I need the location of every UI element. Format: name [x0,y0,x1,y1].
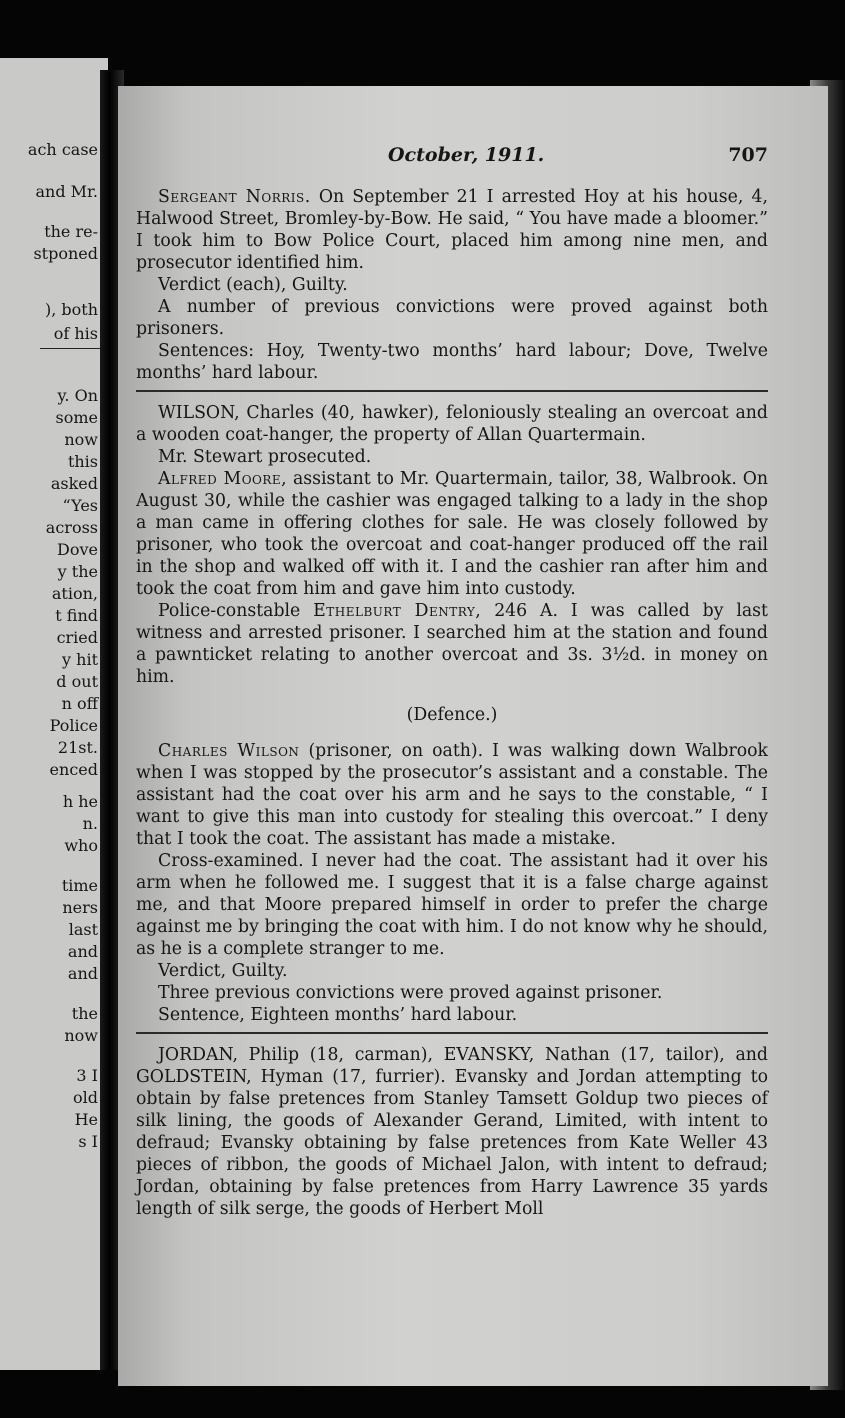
left-page-line: across [45,518,98,537]
verdict: Verdict, Guilty. [158,961,288,981]
section-divider [136,390,768,392]
left-page-line: now [64,1026,98,1045]
witness-name: Sergeant Norris. [158,187,311,207]
left-page-line: the re- [44,222,98,241]
left-page-line: time [61,876,98,895]
case-heading: WILSON, Charles (40, hawker), feloniously stealing an overcoat and a wooden coat-hanger, the property of Allan Quartermain. [136,403,768,445]
defence-heading: (Defence.) [406,705,498,725]
paragraph [136,468,768,600]
left-page-line: n. [82,814,98,833]
paragraph-text: On September 21 I arrested Hoy at his house, 4, Halwood Street, Bromley-by-Bow. He said, “ You have made a bloomer.” I took him to Bow Police Court, placed him among nine men, and prosecutor identified him. [136,187,768,273]
left-page-line: y. On [57,386,98,405]
left-page-line: enced [49,760,98,779]
left-page-line: ners [62,898,98,917]
case-heading: JORDAN, Philip (18, carman), EVANSKY, Nathan (17, tailor), and GOLDSTEIN, Hyman (17, furrier). Evansky and Jordan attempting to obtain by false pretences from Stanley Tamsett Goldup two pieces of silk lining, the goods of Alexander Gerand, Limited, with intent to defraud; Evansky obtaining by false pretences from Kate Weller 43 pieces of ribbon, the goods of Michael Jalon, with intent to defraud; Jordan, obtaining by false pretences from Harry Lawrence 35 yards length of silk serge, the goods of Herbert Moll [136,1045,768,1219]
paragraph-text: 246 A. I was called by last witness and arrested prisoner. I searched him at the station and found a pawnticket relating to another overcoat and 3s. 3½d. in money on him. [136,601,768,687]
paragraph-text: Police-constable [158,601,314,621]
left-page-line: He [74,1110,98,1129]
left-page-rule [40,348,102,349]
paragraph: A number of previous convictions were proved against both prisoners. [136,297,768,339]
left-page-line: y the [57,562,98,581]
body-text [136,186,768,1220]
sentence: Sentence, Eighteen months’ hard labour. [158,1005,518,1025]
left-page-line: y hit [62,650,98,669]
paragraph [136,740,768,850]
previous-page-fragment [0,58,108,1370]
verdict: Verdict (each), Guilty. [158,275,348,295]
left-page-line: and [67,964,98,983]
left-page-line: the [71,1004,98,1023]
left-page-line: who [64,836,98,855]
left-page-line: last [68,920,98,939]
prosecutor-line: Mr. Stewart prosecuted. [158,447,372,467]
left-page-line: t find [55,606,98,625]
witness-name: Charles Wilson [158,741,300,761]
left-page-line: and [67,942,98,961]
witness-name: Ethelburt Dentry, [313,601,482,621]
left-page-line: cried [56,628,98,647]
left-page-line: old [73,1088,98,1107]
document-page [118,86,828,1386]
left-page-line: Dove [57,540,98,559]
left-page-line: Police [49,716,98,735]
left-page-line: d out [56,672,98,691]
left-page-line: ), both [44,300,98,319]
paragraph [136,186,768,274]
left-page-line: n off [61,694,98,713]
left-page-line: some [55,408,98,427]
left-page-line: and Mr. [35,182,98,201]
left-page-line: h he [62,792,98,811]
sentence: Sentences: Hoy, Twenty-two months’ hard labour; Dove, Twelve months’ hard labour. [136,341,768,383]
left-page-line: stponed [33,244,98,263]
witness-name: Alfred Moore, [158,469,288,489]
left-page-line: asked [50,474,98,493]
section-divider [136,1032,768,1034]
left-page-line: s I [78,1132,98,1151]
left-page-line: ach case [27,140,98,159]
left-page-line: 3 I [76,1066,98,1085]
running-head: October, 1911. [388,144,545,166]
left-page-line: this [67,452,98,471]
left-page-line: ation, [51,584,98,603]
left-page-line: now [64,430,98,449]
left-page-line: of his [53,324,98,343]
paragraph: Cross-examined. I never had the coat. The assistant had it over his arm when he followed me. I suggest that it is a false charge against me, and that Moore prepared himself in order to prefer the charge against me by bringing the coat with him. I do not know why he should, as he is a complete stranger to me. [136,851,768,959]
left-page-line: “Yes [62,496,98,515]
paragraph: Three previous convictions were proved against prisoner. [158,983,663,1003]
page-number: 707 [728,144,768,166]
paragraph-text: assistant to Mr. Quartermain, tailor, 38, Walbrook. On August 30, while the cashier was engaged talking to a lady in the shop a man came in offering clothes for sale. He was closely followed by prisoner, who took the overcoat and coat-hanger produced off the rail in the shop and walked off with it. I and the cashier ran after him and took the coat from him and gave him into custody. [136,469,769,599]
paragraph [136,600,768,688]
paragraph-text: (prisoner, on oath). I was walking down Walbrook when I was stopped by the prosecutor’s assistant and a constable. The assistant had the coat over his arm and he says to the constable, “ I want to give this man into custody for stealing this overcoat.” I deny that I took the coat. The assistant has made a mistake. [136,741,768,849]
left-page-line: 21st. [57,738,98,757]
page-header [118,144,768,174]
